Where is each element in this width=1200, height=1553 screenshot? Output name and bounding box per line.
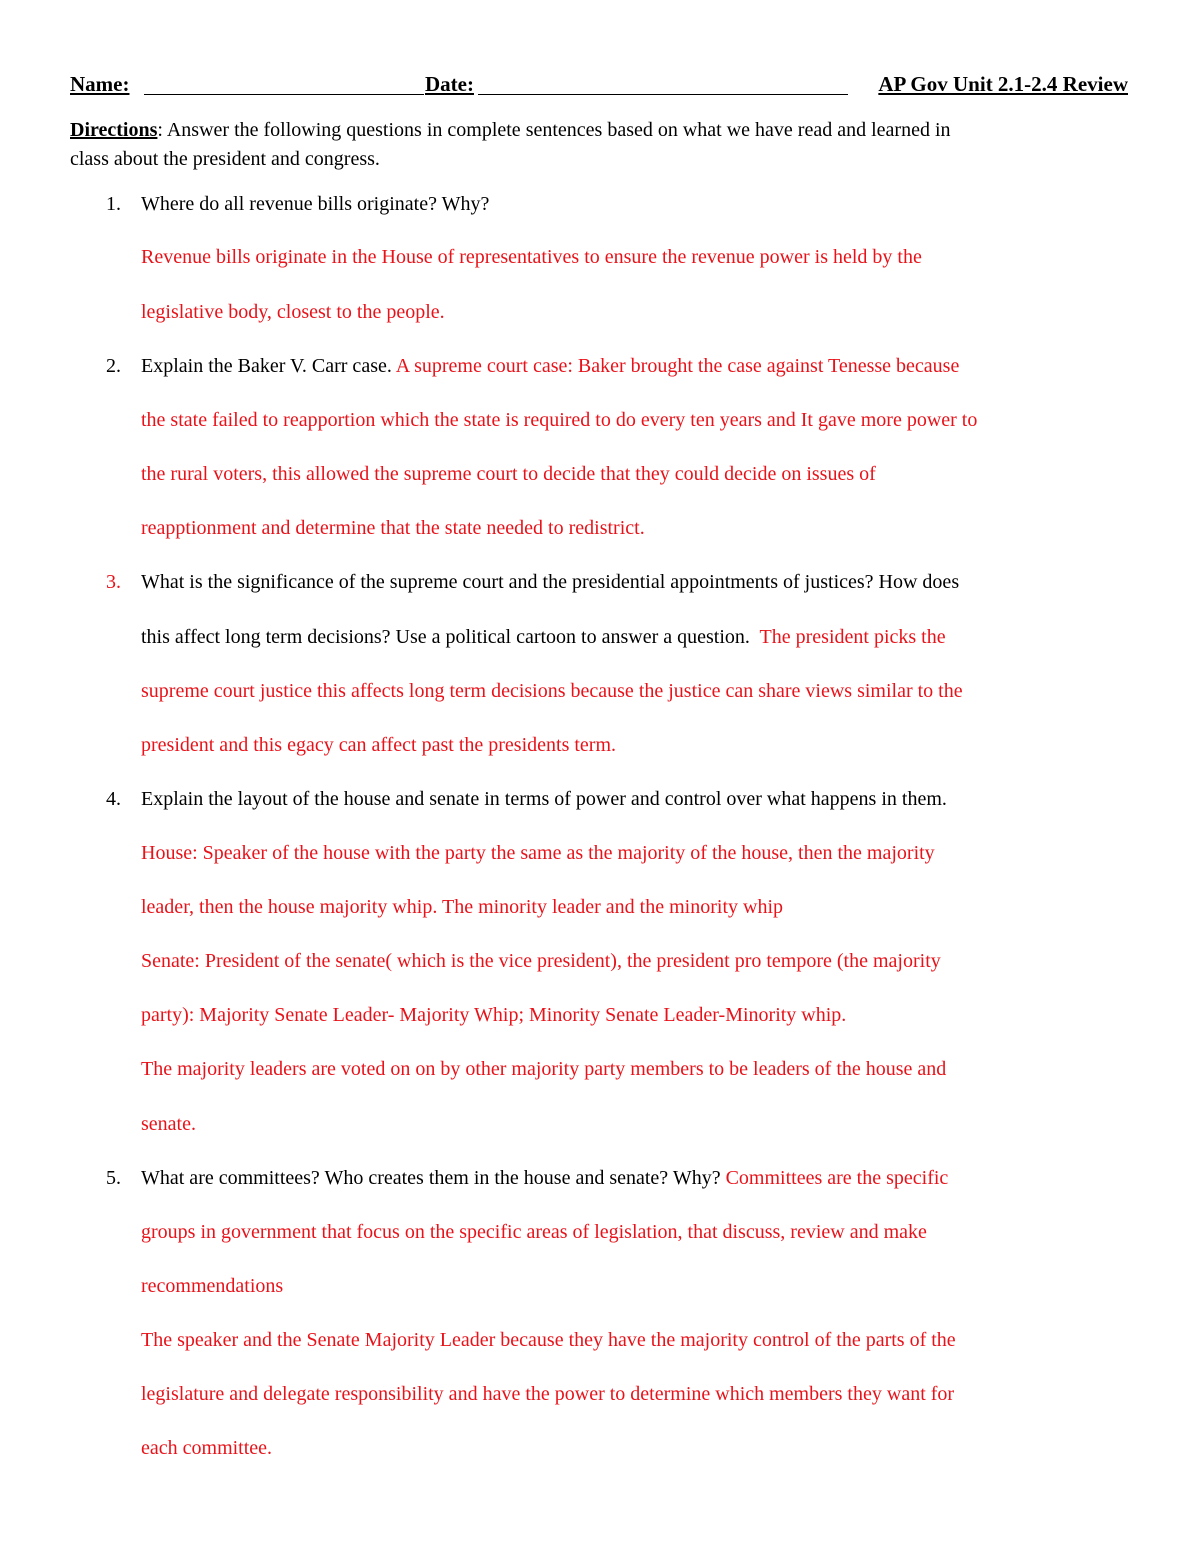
answer-4-line-5: The majority leaders are voted on on by other majority party members to be leaders of the house and xyxy=(141,1058,947,1080)
directions-text-line-1: : Answer the following questions in complete sentences based on what we have read and learned in xyxy=(157,119,951,141)
answer-5-line-1: Committees are the specific xyxy=(725,1167,949,1189)
answer-2-line-4: reapptionment and determine that the state needed to redistrict. xyxy=(141,517,645,539)
header xyxy=(70,72,1130,102)
answer-5-line-6: each committee. xyxy=(141,1437,273,1459)
directions-label: Directions xyxy=(70,119,158,141)
answer-5-line-4: The speaker and the Senate Majority Leader because they have the majority control of the parts of the xyxy=(141,1329,956,1351)
answer-5-line-3: recommendations xyxy=(141,1275,284,1297)
answer-4-line-4: party): Majority Senate Leader- Majority Whip; Minority Senate Leader-Minority whip. xyxy=(141,1004,847,1026)
question-4-text: Explain the layout of the house and senate in terms of power and control over what happens in them. xyxy=(141,788,947,810)
answer-4-line-3: Senate: President of the senate( which is the vice president), the president pro tempore (the majority xyxy=(141,950,941,972)
answer-2-line-1: A supreme court case: Baker brought the case against Tenesse because xyxy=(395,355,960,377)
date-blank-line xyxy=(478,94,848,95)
question-2-number: 2. xyxy=(106,355,121,377)
answer-3-line-1: The president picks the xyxy=(759,626,946,648)
question-5-number: 5. xyxy=(106,1167,121,1189)
directions xyxy=(70,116,1128,174)
answer-3-line-3: president and this egacy can affect past the presidents term. xyxy=(141,734,617,756)
name-label: Name: xyxy=(70,72,130,96)
worksheet-title: AP Gov Unit 2.1-2.4 Review xyxy=(878,72,1128,96)
answer-2-line-3: the rural voters, this allowed the supreme court to decide that they could decide on issues of xyxy=(141,463,876,485)
question-3-number: 3. xyxy=(106,571,121,593)
question-5-line-1 xyxy=(141,1167,948,1190)
name-blank-line xyxy=(144,94,424,95)
question-1-number: 1. xyxy=(106,193,121,215)
answer-3-line-2: supreme court justice this affects long term decisions because the justice can share views similar to the xyxy=(141,680,963,702)
question-3-line-2 xyxy=(141,626,946,649)
answer-2-line-2: the state failed to reapportion which the state is required to do every ten years and It gave more power to xyxy=(141,409,978,431)
answer-1-line-2: legislative body, closest to the people. xyxy=(141,301,445,323)
question-2-line-1 xyxy=(141,355,959,378)
question-2-text: Explain the Baker V. Carr case. xyxy=(141,355,392,377)
question-4-number: 4. xyxy=(106,788,121,810)
question-3-text-line-2: this affect long term decisions? Use a political cartoon to answer a question. xyxy=(141,626,750,648)
directions-text-line-2: class about the president and congress. xyxy=(70,148,380,170)
question-5-text: What are committees? Who creates them in the house and senate? Why? xyxy=(141,1167,721,1189)
answer-4-line-6: senate. xyxy=(141,1113,196,1135)
answer-4-line-1: House: Speaker of the house with the party the same as the majority of the house, then the majority xyxy=(141,842,935,864)
question-1-text: Where do all revenue bills originate? Why? xyxy=(141,193,490,215)
answer-5-line-2: groups in government that focus on the specific areas of legislation, that discuss, review and make xyxy=(141,1221,927,1243)
answer-4-line-2: leader, then the house majority whip. The minority leader and the minority whip xyxy=(141,896,784,918)
date-label: Date: xyxy=(425,72,474,96)
answer-5-line-5: legislature and delegate responsibility and have the power to determine which members they want for xyxy=(141,1383,955,1405)
question-3-text-line-1: What is the significance of the supreme court and the presidential appointments of justices? How does xyxy=(141,571,960,593)
answer-1-line-1: Revenue bills originate in the House of representatives to ensure the revenue power is held by the xyxy=(141,246,922,268)
